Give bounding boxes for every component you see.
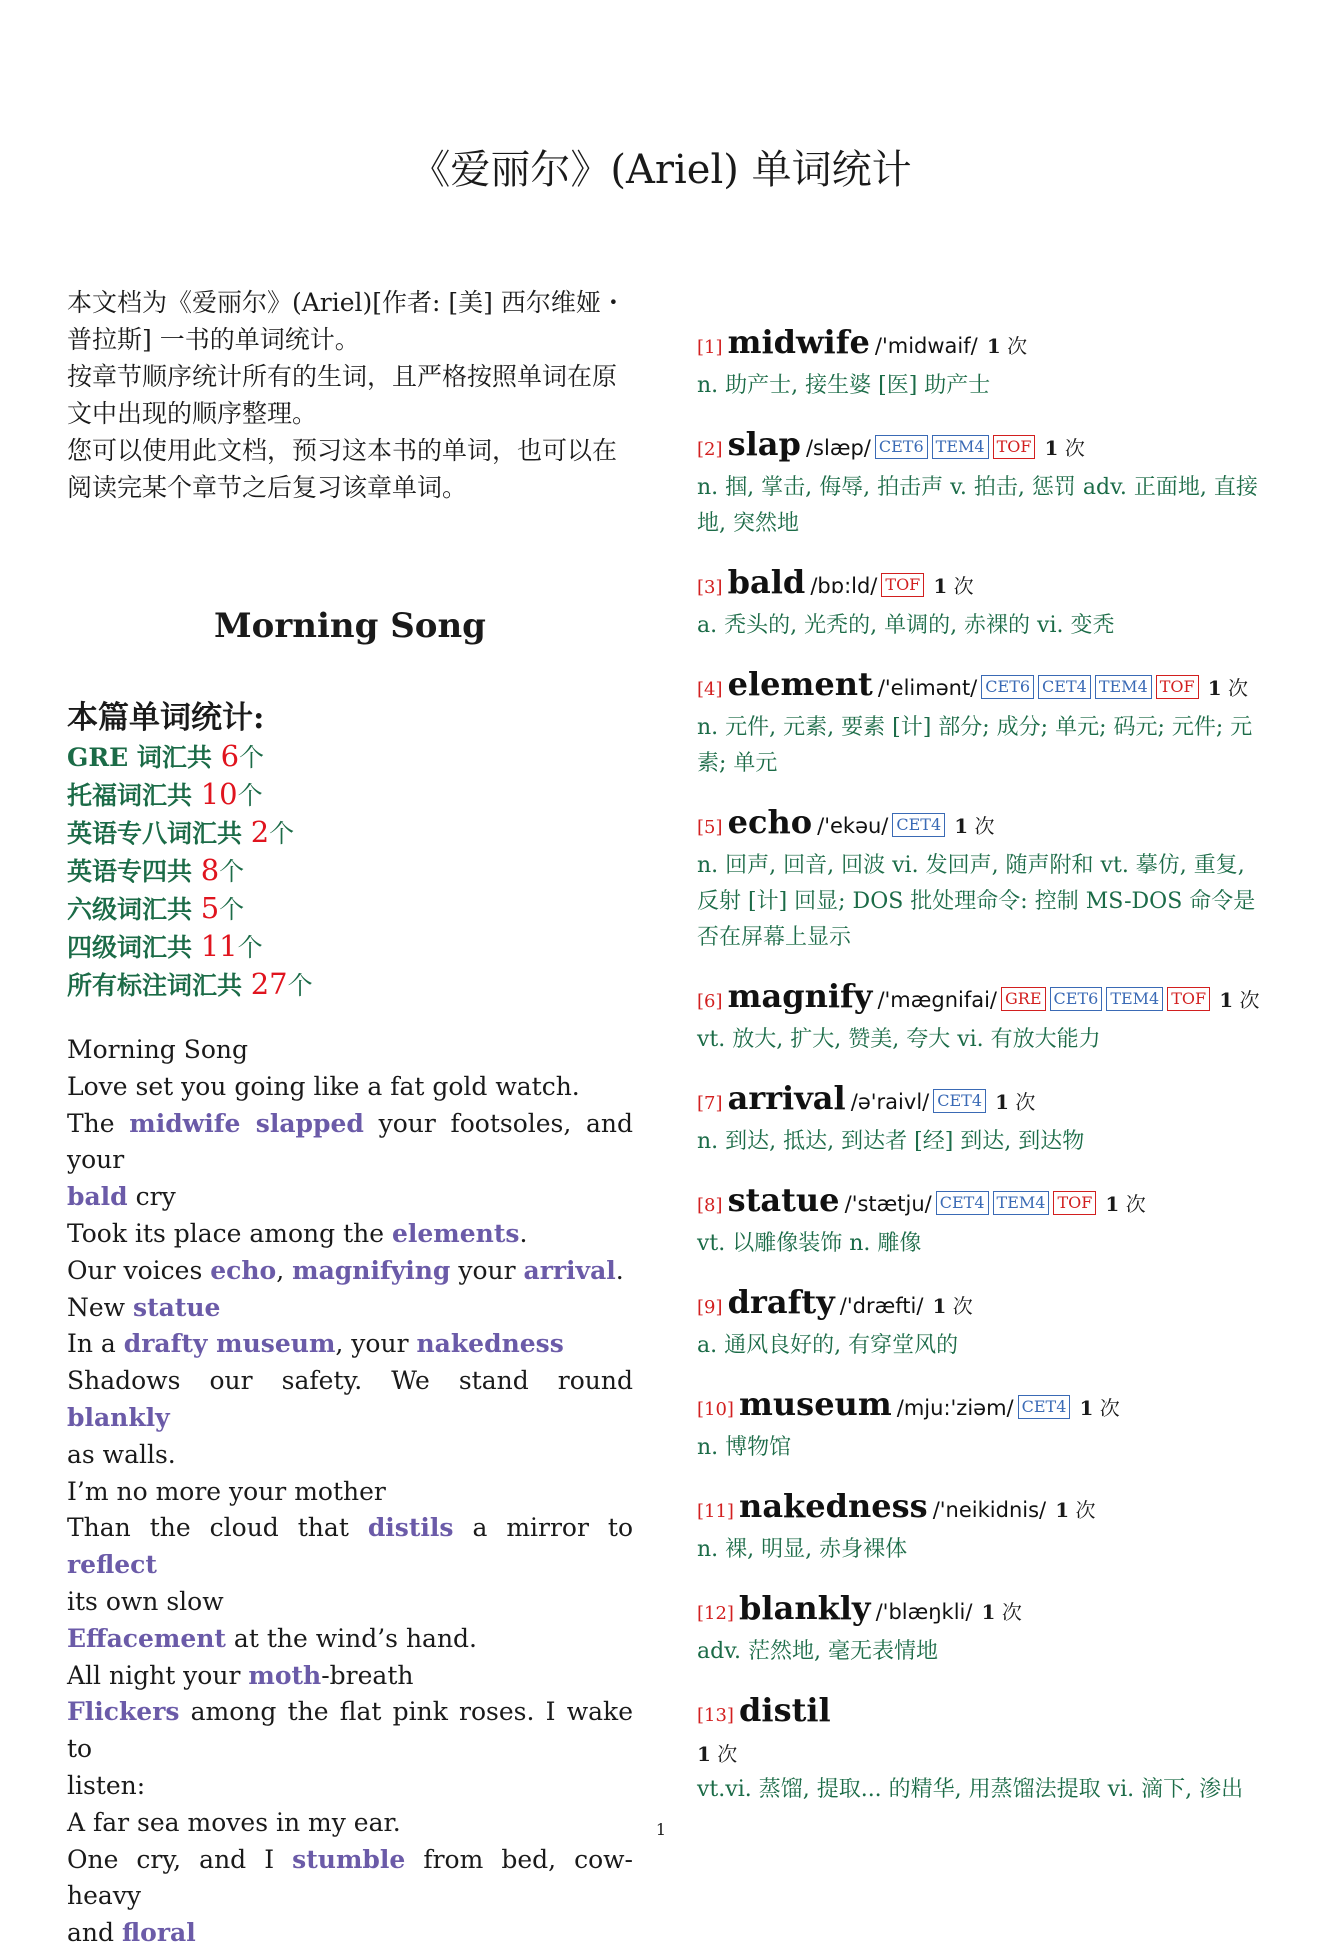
stat-unit: 个 xyxy=(219,895,245,924)
entry-phonetic: /'mægnifai/ xyxy=(877,988,998,1012)
entry-count-unit: 次 xyxy=(1001,1600,1022,1624)
section-title: Morning Song xyxy=(214,606,486,646)
entry-count-unit: 次 xyxy=(1228,676,1249,700)
exam-tag-cet4: CET4 xyxy=(1018,1395,1071,1419)
entry-headline xyxy=(697,1282,1269,1328)
poem-text-segment: listen: xyxy=(67,1770,146,1800)
entry-definition: n. 回声, 回音, 回波 vi. 发回声, 随声附和 vt. 摹仿, 重复, 反射 [计] 回显; DOS 批处理命令: 控制 MS-DOS 命令是否在屏幕上显示 xyxy=(697,853,1256,950)
entry-definition: n. 助产士, 接生婆 [医] 助产士 xyxy=(697,373,991,398)
poem-line xyxy=(67,1326,633,1363)
poem-line xyxy=(67,1915,633,1952)
vocab-entry xyxy=(697,1486,1269,1568)
entry-count-unit: 次 xyxy=(1007,334,1028,358)
highlighted-word: floral xyxy=(121,1918,196,1948)
exam-tag-tof: TOF xyxy=(993,435,1036,459)
intro-paragraph: 您可以使用此文档，预习这本书的单词，也可以在阅读完某个章节之后复习该章单词。 xyxy=(67,436,618,502)
entry-word: magnify xyxy=(727,977,873,1015)
poem-text-segment: The xyxy=(67,1108,130,1138)
vocab-entry xyxy=(697,1690,1269,1808)
exam-tag-tof: TOF xyxy=(1167,987,1210,1011)
entry-definition: n. 到达, 抵达, 到达者 [经] 到达, 到达物 xyxy=(697,1129,1085,1154)
entry-index: [4] xyxy=(697,679,723,700)
poem-line xyxy=(67,1290,633,1327)
entry-index: [3] xyxy=(697,577,723,598)
poem-line xyxy=(67,1253,633,1290)
entry-count xyxy=(1208,676,1248,700)
entry-count-number: 1 xyxy=(995,1090,1010,1114)
stat-count: 27 xyxy=(250,967,288,1001)
intro-paragraph: 本文档为《爱丽尔》(Ariel)[作者: [美] 西尔维娅・普拉斯] 一书的单词统计。 xyxy=(67,288,626,354)
left-column xyxy=(67,284,633,1952)
poem-text-segment: from bed, cow-heavy xyxy=(67,1844,634,1911)
entry-word: distil xyxy=(739,1691,831,1729)
exam-tag-tof: TOF xyxy=(1156,675,1199,699)
entry-definition: n. 裸, 明显, 赤身裸体 xyxy=(697,1537,908,1562)
stat-unit: 个 xyxy=(237,933,263,962)
entry-word: echo xyxy=(727,803,813,841)
poem-text-segment: cry xyxy=(127,1182,176,1212)
entry-word: arrival xyxy=(727,1079,846,1117)
stats-list xyxy=(67,738,633,1004)
poem-text-segment: . xyxy=(519,1218,528,1248)
poem-text-segment: A far sea moves in my ear. xyxy=(67,1807,401,1837)
entry-count-number: 1 xyxy=(932,1294,947,1318)
stat-line xyxy=(67,890,633,928)
entry-count-unit: 次 xyxy=(1015,1090,1036,1114)
stat-count: 5 xyxy=(200,891,220,925)
poem-text-segment: its own slow xyxy=(67,1586,224,1616)
entry-headline xyxy=(697,424,1269,470)
entry-phonetic: /'blæŋkli/ xyxy=(875,1600,973,1624)
entry-headline xyxy=(697,1588,1269,1634)
vocabulary-list xyxy=(697,322,1269,1828)
poem-line xyxy=(67,1032,633,1069)
page-number: 1 xyxy=(655,1820,667,1839)
highlighted-word: nakedness xyxy=(416,1329,564,1359)
entry-headline xyxy=(697,976,1269,1022)
entry-count xyxy=(954,814,994,838)
entry-index: [9] xyxy=(697,1297,723,1318)
poem-text-segment: Took its place among the xyxy=(67,1218,392,1248)
highlighted-word: elements xyxy=(392,1218,520,1248)
poem-text-segment: Than the cloud that xyxy=(67,1513,368,1543)
exam-tag-tof: TOF xyxy=(1053,1191,1096,1215)
entry-headline xyxy=(697,1078,1269,1124)
stat-label: 四级词汇共 xyxy=(67,933,201,962)
highlighted-word: Effacement xyxy=(67,1623,226,1653)
poem-text-segment: One cry, and I xyxy=(67,1844,293,1874)
entry-count-unit: 次 xyxy=(1075,1498,1096,1522)
stat-line xyxy=(67,966,633,1004)
entry-definition: a. 通风良好的, 有穿堂风的 xyxy=(697,1333,959,1358)
entry-word: blankly xyxy=(739,1589,871,1627)
entry-count-unit: 次 xyxy=(1064,436,1085,460)
entry-word: museum xyxy=(739,1385,892,1423)
stat-count: 11 xyxy=(200,929,238,963)
poem-text-segment: . xyxy=(615,1255,624,1285)
entry-phonetic: /'elimənt/ xyxy=(877,676,978,700)
entry-count xyxy=(933,1294,973,1318)
poem-text-segment: New xyxy=(67,1292,134,1322)
poem-text-segment: Morning Song xyxy=(67,1035,249,1064)
entry-phonetic: /mju:'ziəm/ xyxy=(896,1396,1014,1420)
stat-label: 托福词汇共 xyxy=(67,781,201,810)
stat-label: 英语专八词汇共 xyxy=(67,819,251,848)
entry-count-number: 1 xyxy=(986,334,1001,358)
entry-count xyxy=(1055,1498,1095,1522)
exam-tag-cet4: CET4 xyxy=(1038,675,1091,699)
vocab-entry xyxy=(697,562,1269,644)
stat-line xyxy=(67,928,633,966)
entry-word: drafty xyxy=(727,1283,835,1321)
stat-label: 六级词汇共 xyxy=(67,895,201,924)
poem-text-segment: , xyxy=(276,1255,293,1285)
entry-count xyxy=(697,1742,737,1766)
highlighted-word: midwife slapped xyxy=(129,1108,364,1138)
vocab-entry xyxy=(697,424,1269,542)
entry-phonetic: /'midwaif/ xyxy=(874,334,978,358)
entry-index: [1] xyxy=(697,337,723,358)
entry-count-number: 1 xyxy=(1219,988,1234,1012)
highlighted-word: arrival xyxy=(523,1255,616,1285)
exam-tag-tem4: TEM4 xyxy=(932,435,989,459)
poem-text xyxy=(67,1032,633,1952)
entry-phonetic: /ə'raivl/ xyxy=(850,1090,930,1114)
entry-count-number: 1 xyxy=(954,814,969,838)
exam-tag-cet4: CET4 xyxy=(936,1191,989,1215)
entry-count xyxy=(995,1090,1035,1114)
highlighted-word: blankly xyxy=(67,1402,170,1432)
poem-text-segment: Our voices xyxy=(67,1255,211,1285)
entry-definition: n. 元件, 元素, 要素 [计] 部分; 成分; 单元; 码元; 元件; 元素; 单元 xyxy=(697,715,1253,776)
highlighted-word: statue xyxy=(133,1292,221,1322)
exam-tag-cet6: CET6 xyxy=(1050,987,1103,1011)
stat-label: 所有标注词汇共 xyxy=(67,971,251,1000)
entry-phonetic: /'ekəu/ xyxy=(817,814,889,838)
entry-phonetic: /'neikidnis/ xyxy=(932,1498,1047,1522)
page-title: 《爱丽尔》(Ariel) 单词统计 xyxy=(410,147,912,193)
poem-text-segment: Love set you going like a fat gold watch. xyxy=(67,1071,580,1101)
entry-count-unit: 次 xyxy=(1099,1396,1120,1420)
entry-headline xyxy=(697,322,1269,368)
entry-definition: a. 秃头的, 光秃的, 单调的, 赤裸的 vi. 变秃 xyxy=(697,613,1115,638)
intro-paragraph: 按章节顺序统计所有的生词，且严格按照单词在原文中出现的顺序整理。 xyxy=(67,362,618,428)
entry-count xyxy=(987,334,1027,358)
exam-tag-tem4: TEM4 xyxy=(1106,987,1163,1011)
poem-line xyxy=(67,1658,633,1695)
exam-tag-gre: GRE xyxy=(1001,987,1046,1011)
entry-headline xyxy=(697,664,1269,710)
stat-unit: 个 xyxy=(219,857,245,886)
entry-headline xyxy=(697,1486,1269,1532)
entry-count-number: 1 xyxy=(1055,1498,1070,1522)
vocab-entry xyxy=(697,1078,1269,1160)
exam-tag-cet4: CET4 xyxy=(892,813,945,837)
entry-count-line xyxy=(697,1736,1269,1772)
entry-phonetic: /'dræfti/ xyxy=(839,1294,924,1318)
poem-line xyxy=(67,1069,633,1106)
poem-line xyxy=(67,1363,633,1437)
entry-definition: vt. 放大, 扩大, 赞美, 夸大 vi. 有放大能力 xyxy=(697,1027,1101,1052)
poem-line xyxy=(67,1437,633,1474)
entry-count xyxy=(1105,1192,1145,1216)
entry-index: [13] xyxy=(697,1705,734,1726)
entry-index: [11] xyxy=(697,1501,734,1522)
stat-line xyxy=(67,776,633,814)
entry-count-number: 1 xyxy=(981,1600,996,1624)
entry-phonetic: /slæp/ xyxy=(805,436,871,460)
highlighted-word: echo xyxy=(210,1255,277,1285)
entry-word: element xyxy=(727,665,873,703)
poem-text-segment: your xyxy=(450,1255,524,1285)
entry-index: [2] xyxy=(697,439,723,460)
poem-text-segment: a mirror to xyxy=(453,1513,633,1543)
vocab-entry xyxy=(697,664,1269,782)
exam-tag-tof: TOF xyxy=(881,573,924,597)
exam-tag-tem4: TEM4 xyxy=(993,1191,1050,1215)
vocab-entry xyxy=(697,1282,1269,1364)
entry-word: midwife xyxy=(727,323,870,361)
entry-count xyxy=(1045,436,1085,460)
poem-line xyxy=(67,1621,633,1658)
vocab-entry xyxy=(697,976,1269,1058)
highlighted-word: drafty museum xyxy=(123,1329,336,1359)
entry-count-number: 1 xyxy=(1105,1192,1120,1216)
entry-word: bald xyxy=(727,563,806,601)
entry-index: [10] xyxy=(697,1399,734,1420)
highlighted-word: magnifying xyxy=(292,1255,451,1285)
highlighted-word: reflect xyxy=(67,1550,157,1580)
entry-count-number: 1 xyxy=(697,1742,711,1766)
entry-count xyxy=(1219,988,1259,1012)
stat-count: 6 xyxy=(220,739,240,773)
poem-text-segment: your footsoles, and your xyxy=(67,1108,633,1175)
poem-text-segment: -breath xyxy=(321,1660,414,1690)
stat-count: 8 xyxy=(200,853,220,887)
entry-phonetic: /bɒ:ld/ xyxy=(810,574,878,598)
entry-definition: n. 掴, 掌击, 侮辱, 拍击声 v. 拍击, 惩罚 adv. 正面地, 直接地, 突然地 xyxy=(697,475,1258,536)
entry-count-unit: 次 xyxy=(717,1742,738,1766)
entry-count xyxy=(1079,1396,1119,1420)
entry-definition: n. 博物馆 xyxy=(697,1435,792,1460)
entry-count-number: 1 xyxy=(933,574,948,598)
stat-label: GRE 词汇共 xyxy=(67,743,221,772)
vocab-entry xyxy=(697,1384,1269,1466)
stat-line xyxy=(67,738,633,776)
exam-tag-tem4: TEM4 xyxy=(1095,675,1152,699)
stat-unit: 个 xyxy=(269,819,295,848)
entry-count-unit: 次 xyxy=(974,814,995,838)
vocab-entry xyxy=(697,322,1269,404)
stat-line xyxy=(67,852,633,890)
entry-count xyxy=(982,1600,1022,1624)
poem-line xyxy=(67,1768,633,1805)
exam-tag-cet6: CET6 xyxy=(981,675,1034,699)
highlighted-word: distils xyxy=(367,1513,454,1543)
exam-tag-cet4: CET4 xyxy=(933,1089,986,1113)
poem-line xyxy=(67,1474,633,1511)
vocab-entry xyxy=(697,802,1269,956)
stat-count: 10 xyxy=(200,777,238,811)
poem-line xyxy=(67,1842,633,1916)
highlighted-word: stumble xyxy=(292,1844,406,1874)
highlighted-word: moth xyxy=(248,1660,322,1690)
poem-line xyxy=(67,1510,633,1584)
entry-definition: vt. 以雕像装饰 n. 雕像 xyxy=(697,1231,922,1256)
entry-count-unit: 次 xyxy=(953,574,974,598)
poem-text-segment: I’m no more your mother xyxy=(67,1476,386,1506)
stat-count: 2 xyxy=(250,815,270,849)
entry-word: statue xyxy=(727,1181,840,1219)
poem-text-segment: at the wind’s hand. xyxy=(225,1623,477,1653)
poem-line xyxy=(67,1584,633,1621)
entry-count-number: 1 xyxy=(1207,676,1222,700)
entry-index: [6] xyxy=(697,991,723,1012)
highlighted-word: Flickers xyxy=(67,1697,180,1727)
entry-headline xyxy=(697,562,1269,608)
poem-text-segment: All night your xyxy=(67,1660,249,1690)
poem-text-segment: , your xyxy=(335,1329,417,1359)
intro-text xyxy=(67,284,633,506)
entry-word: slap xyxy=(727,425,801,463)
poem-line xyxy=(67,1106,633,1180)
stat-line xyxy=(67,814,633,852)
stats-heading: 本篇单词统计: xyxy=(67,700,265,736)
entry-headline xyxy=(697,802,1269,848)
entry-word: nakedness xyxy=(739,1487,928,1525)
entry-headline xyxy=(697,1384,1269,1430)
highlighted-word: bald xyxy=(67,1182,128,1212)
poem-text-segment: In a xyxy=(67,1329,124,1359)
entry-count-unit: 次 xyxy=(1125,1192,1146,1216)
entry-count-unit: 次 xyxy=(1239,988,1260,1012)
stat-unit: 个 xyxy=(287,971,313,1000)
stat-unit: 个 xyxy=(237,781,263,810)
entry-index: [7] xyxy=(697,1093,723,1114)
poem-text-segment: among the flat pink roses. I wake to xyxy=(67,1697,633,1764)
entry-headline xyxy=(697,1690,1269,1736)
stat-unit: 个 xyxy=(239,743,265,772)
entry-count-unit: 次 xyxy=(952,1294,973,1318)
poem-text-segment: Shadows our safety. We stand round xyxy=(67,1366,633,1396)
entry-headline xyxy=(697,1180,1269,1226)
poem-text-segment: as walls. xyxy=(67,1439,176,1469)
entry-definition: vt.vi. 蒸馏, 提取... 的精华, 用蒸馏法提取 vi. 滴下, 渗出 xyxy=(697,1777,1244,1802)
entry-phonetic: /'stætju/ xyxy=(844,1192,932,1216)
poem-line xyxy=(67,1694,633,1768)
poem-line xyxy=(67,1179,633,1216)
entry-count-number: 1 xyxy=(1044,436,1059,460)
entry-count xyxy=(933,574,973,598)
entry-index: [5] xyxy=(697,817,723,838)
vocab-entry xyxy=(697,1180,1269,1262)
poem-line xyxy=(67,1216,633,1253)
entry-definition: adv. 茫然地, 毫无表情地 xyxy=(697,1639,938,1664)
entry-index: [8] xyxy=(697,1195,723,1216)
entry-count-number: 1 xyxy=(1079,1396,1094,1420)
stat-label: 英语专四共 xyxy=(67,857,201,886)
entry-index: [12] xyxy=(697,1603,734,1624)
exam-tag-cet6: CET6 xyxy=(875,435,928,459)
poem-text-segment: and xyxy=(67,1918,122,1948)
vocab-entry xyxy=(697,1588,1269,1670)
